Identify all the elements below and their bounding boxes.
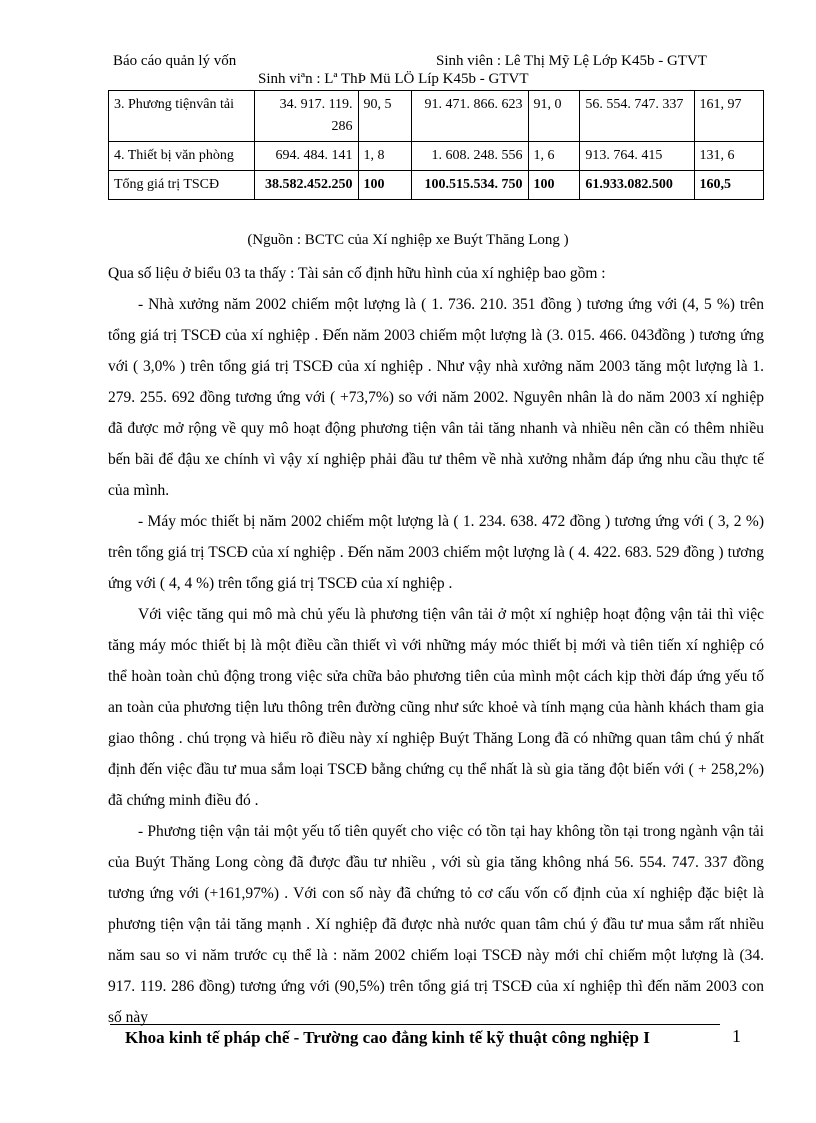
page-number: 1 xyxy=(732,1026,741,1046)
table-cell: 56. 554. 747. 337 xyxy=(580,91,694,142)
paragraph: Qua số liệu ở biểu 03 ta thấy : Tài sản cố định hữu hình của xí nghiệp bao gồm : xyxy=(108,265,606,282)
table-cell: Tổng giá trị TSCĐ xyxy=(109,171,255,200)
table-cell: 90, 5 xyxy=(358,91,412,142)
body-text xyxy=(108,258,764,1033)
paragraph: - Nhà xưởng năm 2002 chiếm một lượng là ( 1. 736. 210. 351 đồng ) tương ứng với (4, 5 %) trên tổng giá trị TSCĐ của xí nghiệp . Đến năm 2003 chiếm một lượng là (3. 015. 466. 043đồng ) tương ứng với ( 3,0% ) trên tổng giá trị TSCĐ của xí nghiệp . Như vậy nhà xưởng năm 2003 tăng một lượng là 1. 279. 255. 692 đồng tương ứng với ( +73,7%) so với năm 2002. Nguyên nhân là do năm 2003 xí nghiệp đã được mở rộng về quy mô hoạt động phương tiện vân tải tăng nhanh và nhiều nên cần có thêm nhiều bến bãi để đậu xe chính vì vậy xí nghiệp phải đầu tư thêm về nhà xưởng nhằm đáp ứng nhu cầu thực tế của mình. xyxy=(108,296,764,499)
footer-text: Khoa kinh tế pháp chế - Trường cao đẳng kinh tế kỹ thuật công nghiệp I xyxy=(125,1028,650,1047)
footer-divider xyxy=(110,1024,720,1025)
paragraph: - Máy móc thiết bị năm 2002 chiếm một lượng là ( 1. 234. 638. 472 đồng ) tương ứng với ( 3, 2 %) trên tổng giá trị TSCĐ của xí nghiệp . Đến năm 2003 chiếm một lượng là ( 4. 422. 683. 529 đồng ) tương ứng với ( 4, 4 %) trên tổng giá trị TSCĐ của xí nghiệp . xyxy=(108,513,764,592)
table-cell: 1, 8 xyxy=(358,142,412,171)
table-row xyxy=(109,142,764,171)
header-student-info-garbled: Sinh viªn : Lª ThÞ Mü LÖ Líp K45b - GTVT xyxy=(258,71,529,87)
paragraph: Với việc tăng qui mô mà chủ yếu là phương tiện vân tải ở một xí nghiệp hoạt động vận tải thì việc tăng máy móc thiết bị là một điều cần thiết vì với những máy móc thiết bị mới và tiên tiến xí nghiệp có thể hoàn toàn chủ động trong việc sửa chữa bảo phương tiên của mình một cách kịp thời đáp ứng yếu tố an toàn của phương tiện lưu thông trên đường cũng như sức khoẻ và tính mạng của hành khách tham gia giao thông . chú trọng và hiểu rõ điều này xí nghiệp Buýt Thăng Long đã có những quan tâm chú ý nhất định đến việc đầu tư mua sắm loại TSCĐ bằng chứng cụ thể nhất là sù gia tăng đột biến với ( + 258,2%) đã chứng minh điều đó . xyxy=(108,606,764,809)
header-student-info: Sinh viên : Lê Thị Mỹ Lệ Lớp K45b - GTVT xyxy=(436,53,707,69)
table-cell: 34. 917. 119. 286 xyxy=(254,91,358,142)
fixed-asset-table xyxy=(108,90,764,200)
table-cell: 100.515.534. 750 xyxy=(412,171,528,200)
table-cell: 1. 608. 248. 556 xyxy=(412,142,528,171)
table-cell: 91. 471. 866. 623 xyxy=(412,91,528,142)
table-cell: 38.582.452.250 xyxy=(254,171,358,200)
table-row xyxy=(109,91,764,142)
table-cell: 131, 6 xyxy=(694,142,764,171)
table-cell: 694. 484. 141 xyxy=(254,142,358,171)
table-cell: 91, 0 xyxy=(528,91,580,142)
paragraph: - Phương tiện vận tải một yếu tố tiên quyết cho việc có tồn tại hay không tồn tại trong ngành vận tải của Buýt Thăng Long còng đã được đầu tư nhiều , với sù gia tăng không nhá 56. 554. 747. 337 đồng tương ứng với (+161,97%) . Với con số này đã chứng tỏ cơ cấu vốn cố định của xí nghiệp đặc biệt là phương tiện vận tải tăng mạnh . Xí nghiệp đã được nhà nước quan tâm chú ý đầu tư mua sắm rất nhiều năm sau so vi năm trước cụ thể là : năm 2002 chiếm loại TSCĐ này mới chỉ chiếm một lượng là (34. 917. 119. 286 đồng) tương ứng với (90,5%) trên tổng giá trị TSCĐ của xí nghiệp thì đến năm 2003 con số này xyxy=(108,823,764,1026)
header-report-title: Báo cáo quản lý vốn xyxy=(113,53,237,69)
table-cell: 3. Phương tiệnvân tải xyxy=(109,91,255,142)
table-cell: 913. 764. 415 xyxy=(580,142,694,171)
table-cell: 100 xyxy=(358,171,412,200)
table-cell: 4. Thiết bị văn phòng xyxy=(109,142,255,171)
table-total-row xyxy=(109,171,764,200)
table-cell: 61.933.082.500 xyxy=(580,171,694,200)
table-source-note: (Nguồn : BCTC của Xí nghiệp xe Buýt Thăng Long ) xyxy=(247,232,569,248)
table-cell: 100 xyxy=(528,171,580,200)
table-cell: 1, 6 xyxy=(528,142,580,171)
table-cell: 161, 97 xyxy=(694,91,764,142)
table-cell: 160,5 xyxy=(694,171,764,200)
